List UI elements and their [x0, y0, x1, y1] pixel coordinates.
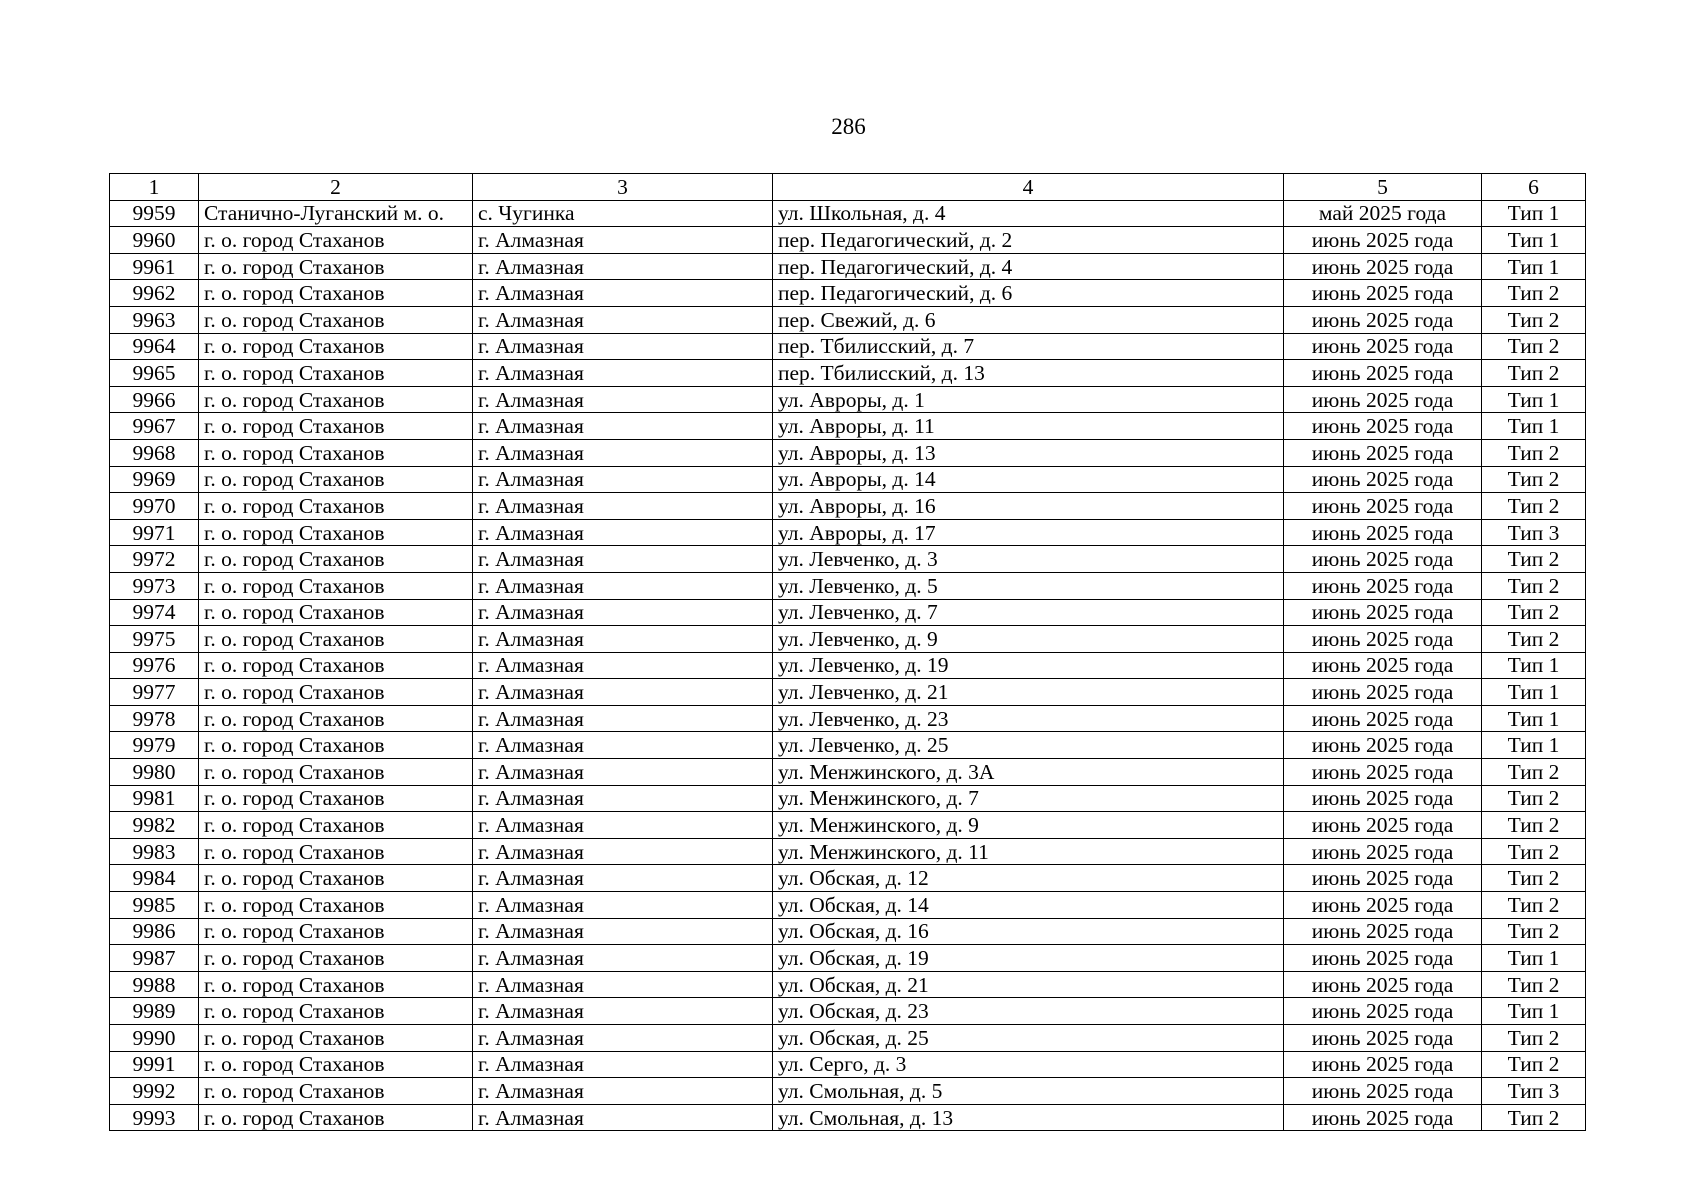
date-cell: июнь 2025 года	[1284, 386, 1482, 413]
table-row	[110, 732, 1586, 759]
row-number-cell: 9974	[110, 599, 199, 626]
date-cell: июнь 2025 года	[1284, 705, 1482, 732]
settlement-cell: г. Алмазная	[473, 1104, 773, 1131]
municipality-cell: г. о. город Стаханов	[199, 546, 473, 573]
date-cell: июнь 2025 года	[1284, 519, 1482, 546]
type-cell: Тип 2	[1482, 306, 1586, 333]
date-cell: июнь 2025 года	[1284, 1104, 1482, 1131]
municipality-cell: г. о. город Стаханов	[199, 280, 473, 307]
date-cell: июнь 2025 года	[1284, 918, 1482, 945]
settlement-cell: г. Алмазная	[473, 306, 773, 333]
row-number-cell: 9969	[110, 466, 199, 493]
row-number-cell: 9987	[110, 945, 199, 972]
row-number-cell: 9991	[110, 1051, 199, 1078]
row-number-cell: 9988	[110, 971, 199, 998]
date-cell: июнь 2025 года	[1284, 838, 1482, 865]
column-header-4: 4	[773, 174, 1284, 201]
address-cell: ул. Левченко, д. 3	[773, 546, 1284, 573]
date-cell: июнь 2025 года	[1284, 679, 1482, 706]
table-row	[110, 333, 1586, 360]
settlement-cell: г. Алмазная	[473, 626, 773, 653]
table-row	[110, 918, 1586, 945]
municipality-cell: г. о. город Стаханов	[199, 785, 473, 812]
type-cell: Тип 2	[1482, 812, 1586, 839]
type-cell: Тип 2	[1482, 1104, 1586, 1131]
settlement-cell: г. Алмазная	[473, 1078, 773, 1105]
row-number-cell: 9980	[110, 759, 199, 786]
table-row	[110, 572, 1586, 599]
type-cell: Тип 2	[1482, 759, 1586, 786]
address-cell: ул. Левченко, д. 23	[773, 705, 1284, 732]
type-cell: Тип 2	[1482, 546, 1586, 573]
table-row	[110, 519, 1586, 546]
column-header-2: 2	[199, 174, 473, 201]
date-cell: июнь 2025 года	[1284, 360, 1482, 387]
date-cell: июнь 2025 года	[1284, 333, 1482, 360]
type-cell: Тип 1	[1482, 732, 1586, 759]
municipality-cell: г. о. город Стаханов	[199, 998, 473, 1025]
municipality-cell: г. о. город Стаханов	[199, 865, 473, 892]
table-row	[110, 360, 1586, 387]
address-cell: ул. Обская, д. 14	[773, 892, 1284, 919]
row-number-cell: 9975	[110, 626, 199, 653]
municipality-cell: г. о. город Стаханов	[199, 971, 473, 998]
municipality-cell: г. о. город Стаханов	[199, 439, 473, 466]
settlement-cell: г. Алмазная	[473, 253, 773, 280]
date-cell: июнь 2025 года	[1284, 945, 1482, 972]
date-cell: июнь 2025 года	[1284, 306, 1482, 333]
municipality-cell: г. о. город Стаханов	[199, 1025, 473, 1052]
date-cell: июнь 2025 года	[1284, 466, 1482, 493]
municipality-cell: г. о. город Стаханов	[199, 306, 473, 333]
address-cell: пер. Педагогический, д. 2	[773, 227, 1284, 254]
table-row	[110, 493, 1586, 520]
address-cell: ул. Обская, д. 19	[773, 945, 1284, 972]
municipality-cell: г. о. город Стаханов	[199, 626, 473, 653]
municipality-cell: г. о. город Стаханов	[199, 599, 473, 626]
settlement-cell: г. Алмазная	[473, 599, 773, 626]
address-cell: ул. Обская, д. 25	[773, 1025, 1284, 1052]
table-row	[110, 785, 1586, 812]
type-cell: Тип 2	[1482, 466, 1586, 493]
settlement-cell: с. Чугинка	[473, 200, 773, 227]
municipality-cell: г. о. город Стаханов	[199, 705, 473, 732]
row-number-cell: 9959	[110, 200, 199, 227]
column-header-3: 3	[473, 174, 773, 201]
municipality-cell: г. о. город Стаханов	[199, 466, 473, 493]
settlement-cell: г. Алмазная	[473, 227, 773, 254]
address-cell: ул. Авроры, д. 14	[773, 466, 1284, 493]
municipality-cell: г. о. город Стаханов	[199, 732, 473, 759]
settlement-cell: г. Алмазная	[473, 1025, 773, 1052]
header-row	[110, 174, 1586, 201]
type-cell: Тип 2	[1482, 439, 1586, 466]
date-cell: июнь 2025 года	[1284, 1051, 1482, 1078]
municipality-cell: г. о. город Стаханов	[199, 572, 473, 599]
table-row	[110, 280, 1586, 307]
date-cell: июнь 2025 года	[1284, 892, 1482, 919]
type-cell: Тип 1	[1482, 705, 1586, 732]
row-number-cell: 9962	[110, 280, 199, 307]
row-number-cell: 9990	[110, 1025, 199, 1052]
type-cell: Тип 2	[1482, 333, 1586, 360]
type-cell: Тип 1	[1482, 227, 1586, 254]
municipality-cell: г. о. город Стаханов	[199, 1051, 473, 1078]
settlement-cell: г. Алмазная	[473, 466, 773, 493]
row-number-cell: 9986	[110, 918, 199, 945]
table-row	[110, 1025, 1586, 1052]
type-cell: Тип 2	[1482, 360, 1586, 387]
municipality-cell: г. о. город Стаханов	[199, 1104, 473, 1131]
address-cell: ул. Обская, д. 21	[773, 971, 1284, 998]
settlement-cell: г. Алмазная	[473, 971, 773, 998]
municipality-cell: г. о. город Стаханов	[199, 519, 473, 546]
row-number-cell: 9960	[110, 227, 199, 254]
address-cell: ул. Авроры, д. 17	[773, 519, 1284, 546]
settlement-cell: г. Алмазная	[473, 1051, 773, 1078]
settlement-cell: г. Алмазная	[473, 652, 773, 679]
address-cell: ул. Левченко, д. 7	[773, 599, 1284, 626]
table-row	[110, 892, 1586, 919]
type-cell: Тип 2	[1482, 1025, 1586, 1052]
row-number-cell: 9982	[110, 812, 199, 839]
municipality-cell: г. о. город Стаханов	[199, 1078, 473, 1105]
type-cell: Тип 1	[1482, 200, 1586, 227]
address-cell: ул. Менжинского, д. 9	[773, 812, 1284, 839]
row-number-cell: 9992	[110, 1078, 199, 1105]
address-cell: ул. Менжинского, д. 7	[773, 785, 1284, 812]
type-cell: Тип 2	[1482, 785, 1586, 812]
municipality-cell: г. о. город Стаханов	[199, 812, 473, 839]
settlement-cell: г. Алмазная	[473, 386, 773, 413]
address-cell: пер. Тбилисский, д. 7	[773, 333, 1284, 360]
address-cell: ул. Школьная, д. 4	[773, 200, 1284, 227]
column-header-6: 6	[1482, 174, 1586, 201]
row-number-cell: 9993	[110, 1104, 199, 1131]
table-row	[110, 838, 1586, 865]
municipality-cell: г. о. город Стаханов	[199, 227, 473, 254]
date-cell: июнь 2025 года	[1284, 759, 1482, 786]
address-cell: ул. Менжинского, д. 11	[773, 838, 1284, 865]
type-cell: Тип 1	[1482, 998, 1586, 1025]
date-cell: июнь 2025 года	[1284, 998, 1482, 1025]
municipality-cell: г. о. город Стаханов	[199, 652, 473, 679]
table-row	[110, 812, 1586, 839]
address-cell: ул. Авроры, д. 16	[773, 493, 1284, 520]
date-cell: июнь 2025 года	[1284, 493, 1482, 520]
settlement-cell: г. Алмазная	[473, 838, 773, 865]
type-cell: Тип 1	[1482, 679, 1586, 706]
row-number-cell: 9972	[110, 546, 199, 573]
date-cell: июнь 2025 года	[1284, 652, 1482, 679]
address-cell: ул. Авроры, д. 11	[773, 413, 1284, 440]
row-number-cell: 9973	[110, 572, 199, 599]
type-cell: Тип 2	[1482, 493, 1586, 520]
settlement-cell: г. Алмазная	[473, 546, 773, 573]
table-row	[110, 306, 1586, 333]
table-header	[110, 174, 1586, 201]
table-body	[110, 200, 1586, 1131]
settlement-cell: г. Алмазная	[473, 732, 773, 759]
address-cell: ул. Смольная, д. 13	[773, 1104, 1284, 1131]
address-cell: ул. Авроры, д. 13	[773, 439, 1284, 466]
row-number-cell: 9968	[110, 439, 199, 466]
row-number-cell: 9984	[110, 865, 199, 892]
settlement-cell: г. Алмазная	[473, 865, 773, 892]
settlement-cell: г. Алмазная	[473, 572, 773, 599]
table-row	[110, 466, 1586, 493]
type-cell: Тип 2	[1482, 572, 1586, 599]
row-number-cell: 9967	[110, 413, 199, 440]
type-cell: Тип 1	[1482, 253, 1586, 280]
type-cell: Тип 2	[1482, 599, 1586, 626]
settlement-cell: г. Алмазная	[473, 413, 773, 440]
table-row	[110, 998, 1586, 1025]
table-row	[110, 1051, 1586, 1078]
row-number-cell: 9989	[110, 998, 199, 1025]
date-cell: июнь 2025 года	[1284, 227, 1482, 254]
row-number-cell: 9985	[110, 892, 199, 919]
row-number-cell: 9971	[110, 519, 199, 546]
settlement-cell: г. Алмазная	[473, 759, 773, 786]
municipality-cell: г. о. город Стаханов	[199, 386, 473, 413]
row-number-cell: 9964	[110, 333, 199, 360]
table-row	[110, 253, 1586, 280]
table-row	[110, 227, 1586, 254]
date-cell: июнь 2025 года	[1284, 253, 1482, 280]
type-cell: Тип 1	[1482, 413, 1586, 440]
date-cell: июнь 2025 года	[1284, 626, 1482, 653]
type-cell: Тип 2	[1482, 838, 1586, 865]
municipality-cell: г. о. город Стаханов	[199, 333, 473, 360]
row-number-cell: 9965	[110, 360, 199, 387]
municipality-cell: Станично-Луганский м. о.	[199, 200, 473, 227]
type-cell: Тип 3	[1482, 1078, 1586, 1105]
settlement-cell: г. Алмазная	[473, 998, 773, 1025]
address-cell: пер. Педагогический, д. 4	[773, 253, 1284, 280]
date-cell: июнь 2025 года	[1284, 1025, 1482, 1052]
type-cell: Тип 2	[1482, 892, 1586, 919]
date-cell: июнь 2025 года	[1284, 785, 1482, 812]
address-cell: ул. Обская, д. 23	[773, 998, 1284, 1025]
type-cell: Тип 1	[1482, 652, 1586, 679]
settlement-cell: г. Алмазная	[473, 439, 773, 466]
type-cell: Тип 1	[1482, 945, 1586, 972]
table-row	[110, 546, 1586, 573]
municipality-cell: г. о. город Стаханов	[199, 493, 473, 520]
settlement-cell: г. Алмазная	[473, 892, 773, 919]
date-cell: июнь 2025 года	[1284, 280, 1482, 307]
address-cell: ул. Левченко, д. 21	[773, 679, 1284, 706]
address-cell: пер. Тбилисский, д. 13	[773, 360, 1284, 387]
table-row	[110, 759, 1586, 786]
row-number-cell: 9976	[110, 652, 199, 679]
settlement-cell: г. Алмазная	[473, 519, 773, 546]
address-cell: ул. Смольная, д. 5	[773, 1078, 1284, 1105]
table-row	[110, 652, 1586, 679]
type-cell: Тип 3	[1482, 519, 1586, 546]
date-cell: июнь 2025 года	[1284, 865, 1482, 892]
settlement-cell: г. Алмазная	[473, 360, 773, 387]
table-row	[110, 599, 1586, 626]
address-cell: ул. Левченко, д. 19	[773, 652, 1284, 679]
column-header-1: 1	[110, 174, 199, 201]
settlement-cell: г. Алмазная	[473, 705, 773, 732]
settlement-cell: г. Алмазная	[473, 333, 773, 360]
table-row	[110, 1104, 1586, 1131]
date-cell: июнь 2025 года	[1284, 1078, 1482, 1105]
table-row	[110, 626, 1586, 653]
row-number-cell: 9977	[110, 679, 199, 706]
row-number-cell: 9978	[110, 705, 199, 732]
page-number: 286	[831, 114, 866, 139]
type-cell: Тип 2	[1482, 918, 1586, 945]
date-cell: июнь 2025 года	[1284, 439, 1482, 466]
date-cell: июнь 2025 года	[1284, 599, 1482, 626]
row-number-cell: 9963	[110, 306, 199, 333]
table-row	[110, 705, 1586, 732]
settlement-cell: г. Алмазная	[473, 280, 773, 307]
type-cell: Тип 2	[1482, 280, 1586, 307]
table-row	[110, 413, 1586, 440]
address-cell: ул. Левченко, д. 5	[773, 572, 1284, 599]
type-cell: Тип 2	[1482, 1051, 1586, 1078]
type-cell: Тип 2	[1482, 971, 1586, 998]
municipality-cell: г. о. город Стаханов	[199, 413, 473, 440]
registry-table	[109, 173, 1586, 1131]
table-row	[110, 439, 1586, 466]
date-cell: июнь 2025 года	[1284, 546, 1482, 573]
municipality-cell: г. о. город Стаханов	[199, 838, 473, 865]
row-number-cell: 9961	[110, 253, 199, 280]
table-row	[110, 386, 1586, 413]
address-cell: ул. Менжинского, д. 3А	[773, 759, 1284, 786]
settlement-cell: г. Алмазная	[473, 493, 773, 520]
date-cell: июнь 2025 года	[1284, 413, 1482, 440]
address-cell: ул. Обская, д. 16	[773, 918, 1284, 945]
type-cell: Тип 2	[1482, 626, 1586, 653]
settlement-cell: г. Алмазная	[473, 785, 773, 812]
address-cell: ул. Авроры, д. 1	[773, 386, 1284, 413]
row-number-cell: 9983	[110, 838, 199, 865]
address-cell: ул. Левченко, д. 25	[773, 732, 1284, 759]
address-cell: ул. Обская, д. 12	[773, 865, 1284, 892]
municipality-cell: г. о. город Стаханов	[199, 759, 473, 786]
municipality-cell: г. о. город Стаханов	[199, 360, 473, 387]
settlement-cell: г. Алмазная	[473, 812, 773, 839]
date-cell: июнь 2025 года	[1284, 732, 1482, 759]
row-number-cell: 9970	[110, 493, 199, 520]
table-row	[110, 200, 1586, 227]
table-row	[110, 971, 1586, 998]
municipality-cell: г. о. город Стаханов	[199, 892, 473, 919]
date-cell: май 2025 года	[1284, 200, 1482, 227]
date-cell: июнь 2025 года	[1284, 572, 1482, 599]
settlement-cell: г. Алмазная	[473, 945, 773, 972]
type-cell: Тип 1	[1482, 386, 1586, 413]
municipality-cell: г. о. город Стаханов	[199, 679, 473, 706]
table-row	[110, 1078, 1586, 1105]
date-cell: июнь 2025 года	[1284, 812, 1482, 839]
row-number-cell: 9966	[110, 386, 199, 413]
row-number-cell: 9981	[110, 785, 199, 812]
address-cell: пер. Свежий, д. 6	[773, 306, 1284, 333]
settlement-cell: г. Алмазная	[473, 918, 773, 945]
date-cell: июнь 2025 года	[1284, 971, 1482, 998]
table-row	[110, 865, 1586, 892]
address-cell: ул. Серго, д. 3	[773, 1051, 1284, 1078]
address-cell: ул. Левченко, д. 9	[773, 626, 1284, 653]
address-cell: пер. Педагогический, д. 6	[773, 280, 1284, 307]
row-number-cell: 9979	[110, 732, 199, 759]
municipality-cell: г. о. город Стаханов	[199, 253, 473, 280]
municipality-cell: г. о. город Стаханов	[199, 945, 473, 972]
municipality-cell: г. о. город Стаханов	[199, 918, 473, 945]
column-header-5: 5	[1284, 174, 1482, 201]
settlement-cell: г. Алмазная	[473, 679, 773, 706]
table-row	[110, 679, 1586, 706]
table-row	[110, 945, 1586, 972]
type-cell: Тип 2	[1482, 865, 1586, 892]
